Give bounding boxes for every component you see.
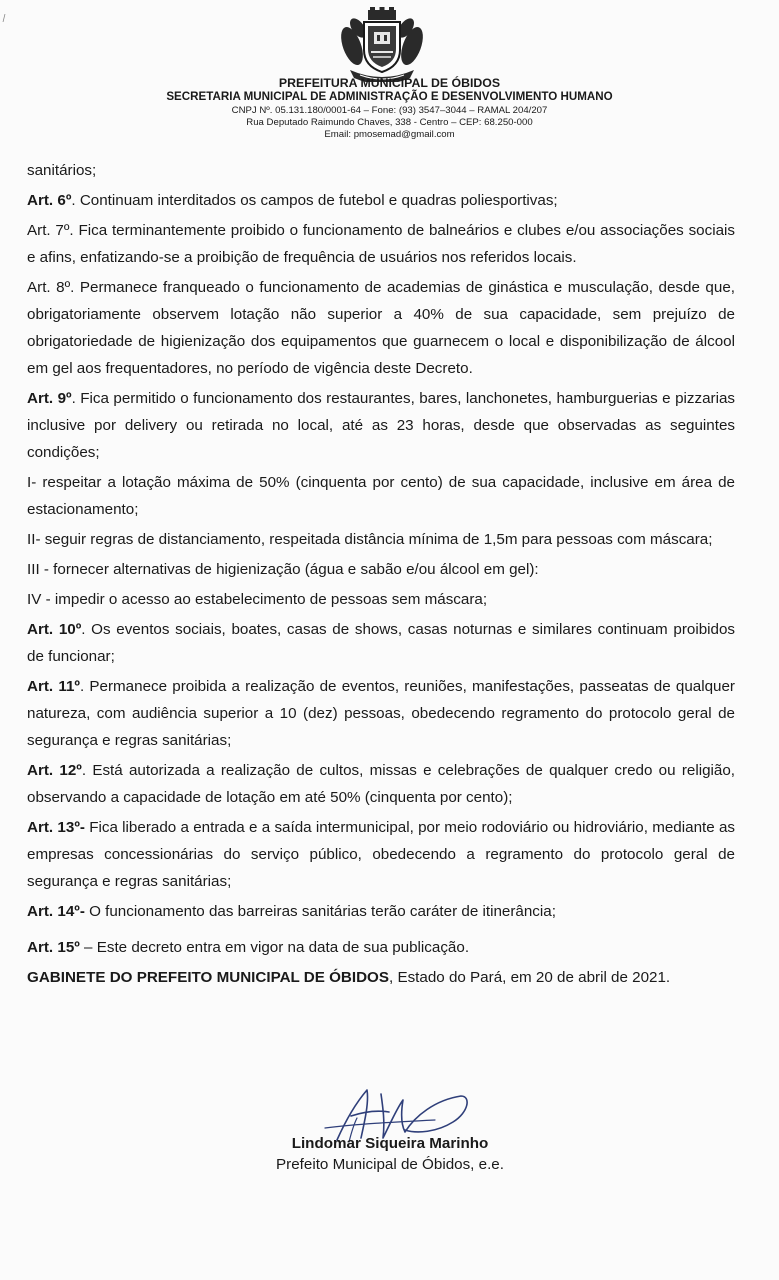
item-ii (27, 526, 735, 553)
email-line: Email: pmosemad@gmail.com (324, 129, 455, 140)
cnpj-phone-line: CNPJ Nº. 05.131.180/0001-64 – Fone: (93) 3547–3044 – RAMAL 204/207 (231, 105, 548, 116)
decree-body (27, 157, 735, 994)
article-9 (27, 385, 735, 466)
article-8 (27, 274, 735, 382)
item-text: III - fornecer alternativas de higienização (água e sabão e/ou álcool em gel): (27, 561, 539, 578)
signer (240, 1133, 540, 1175)
item-text: IV - impedir o acesso ao estabelecimento de pessoas sem máscara; (27, 591, 488, 608)
article-12 (27, 757, 735, 811)
article-text: . Continuam interditados os campos de futebol e quadras poliesportivas; (71, 192, 558, 209)
article-text: . Os eventos sociais, boates, casas de shows, casas noturnas e similares continuam proibidos de funcionar; (27, 621, 735, 665)
signer-role: Prefeito Municipal de Óbidos, e.e. (276, 1156, 504, 1173)
article-15 (27, 934, 735, 961)
article-text: . Fica permitido o funcionamento dos restaurantes, bares, lanchonetes, hamburguerias e pizzarias inclusive por delivery ou retirada no local, até as 23 horas, desde que observadas as seguintes condições; (27, 390, 735, 461)
article-text: Art. 7º. Fica terminantemente proibido o funcionamento de balneários e clubes e/ou associações sociais e afins, enfatizando-se a proibição de frequência de usuários nos referidos locais. (27, 222, 735, 266)
article-13 (27, 814, 735, 895)
article-6 (27, 187, 735, 214)
letterhead (0, 76, 779, 141)
article-14 (27, 898, 735, 925)
paragraph-continuation: sanitários; (27, 162, 97, 179)
item-iii (27, 556, 735, 583)
article-7 (27, 217, 735, 271)
article-label: Art. 12º (27, 762, 82, 779)
office-label: GABINETE DO PREFEITO MUNICIPAL DE ÓBIDOS (27, 969, 389, 986)
article-text: Art. 8º. Permanece franqueado o funcionamento de academias de ginástica e musculação, desde que, obrigatoriamente observem lotação não superior a 40% de sua capacidade, sem prejuízo de obrigatoriedade de higienização dos equipamentos que guarnecem o local e disponibilização de álcool em gel aos frequentadores, no período de vigência deste Decreto. (27, 279, 735, 377)
article-label: Art. 6º (27, 192, 72, 209)
article-label: Art. 14º- (27, 903, 85, 920)
scan-mark (2, 14, 6, 22)
department-name: SECRETARIA MUNICIPAL DE ADMINISTRAÇÃO E DESENVOLVIMENTO HUMANO (166, 90, 613, 103)
item-iv (27, 586, 735, 613)
signer-name: Lindomar Siqueira Marinho (291, 1135, 489, 1152)
article-text: Fica liberado a entrada e a saída intermunicipal, por meio rodoviário ou hidroviário, mediante as empresas concessionárias do serviço público, obedecendo a regramento do protocolo geral de segurança e regras sanitárias; (27, 819, 736, 890)
article-label: Art. 9º (27, 390, 72, 407)
item-text: II- seguir regras de distanciamento, respeitada distância mínima de 1,5m para pessoas com máscara; (27, 531, 713, 548)
coat-of-arms-icon (336, 6, 428, 82)
signature-block (240, 1082, 540, 1192)
address-line: Rua Deputado Raimundo Chaves, 338 - Centro – CEP: 68.250-000 (246, 117, 533, 128)
article-label: Art. 15º (27, 939, 80, 956)
article-label: Art. 10º (27, 621, 82, 638)
article-label: Art. 13º- (27, 819, 85, 836)
closing-text: , Estado do Pará, em 20 de abril de 2021. (389, 969, 671, 986)
org-name: PREFEITURA MUNICIPAL DE ÓBIDOS (278, 76, 501, 90)
closing-statement (27, 964, 735, 991)
article-label: Art. 11º (27, 678, 80, 695)
item-i (27, 469, 735, 523)
article-11 (27, 673, 735, 754)
article-text: . Permanece proibida a realização de eventos, reuniões, manifestações, passeatas de qualquer natureza, com audiência superior a 10 (dez) pessoas, obedecendo regramento do protocolo geral de segurança e regras sanitárias; (27, 678, 735, 749)
article-text: O funcionamento das barreiras sanitárias terão caráter de itinerância; (84, 903, 556, 920)
article-text: – Este decreto entra em vigor na data de sua publicação. (79, 939, 470, 956)
article-text: . Está autorizada a realização de cultos, missas e celebrações de qualquer credo ou religião, observando a capacidade de lotação em até 50% (cinquenta por cento); (27, 762, 736, 806)
item-text: I- respeitar a lotação máxima de 50% (cinquenta por cento) de sua capacidade, inclusive em área de estacionamento; (27, 474, 735, 518)
article-10 (27, 616, 735, 670)
